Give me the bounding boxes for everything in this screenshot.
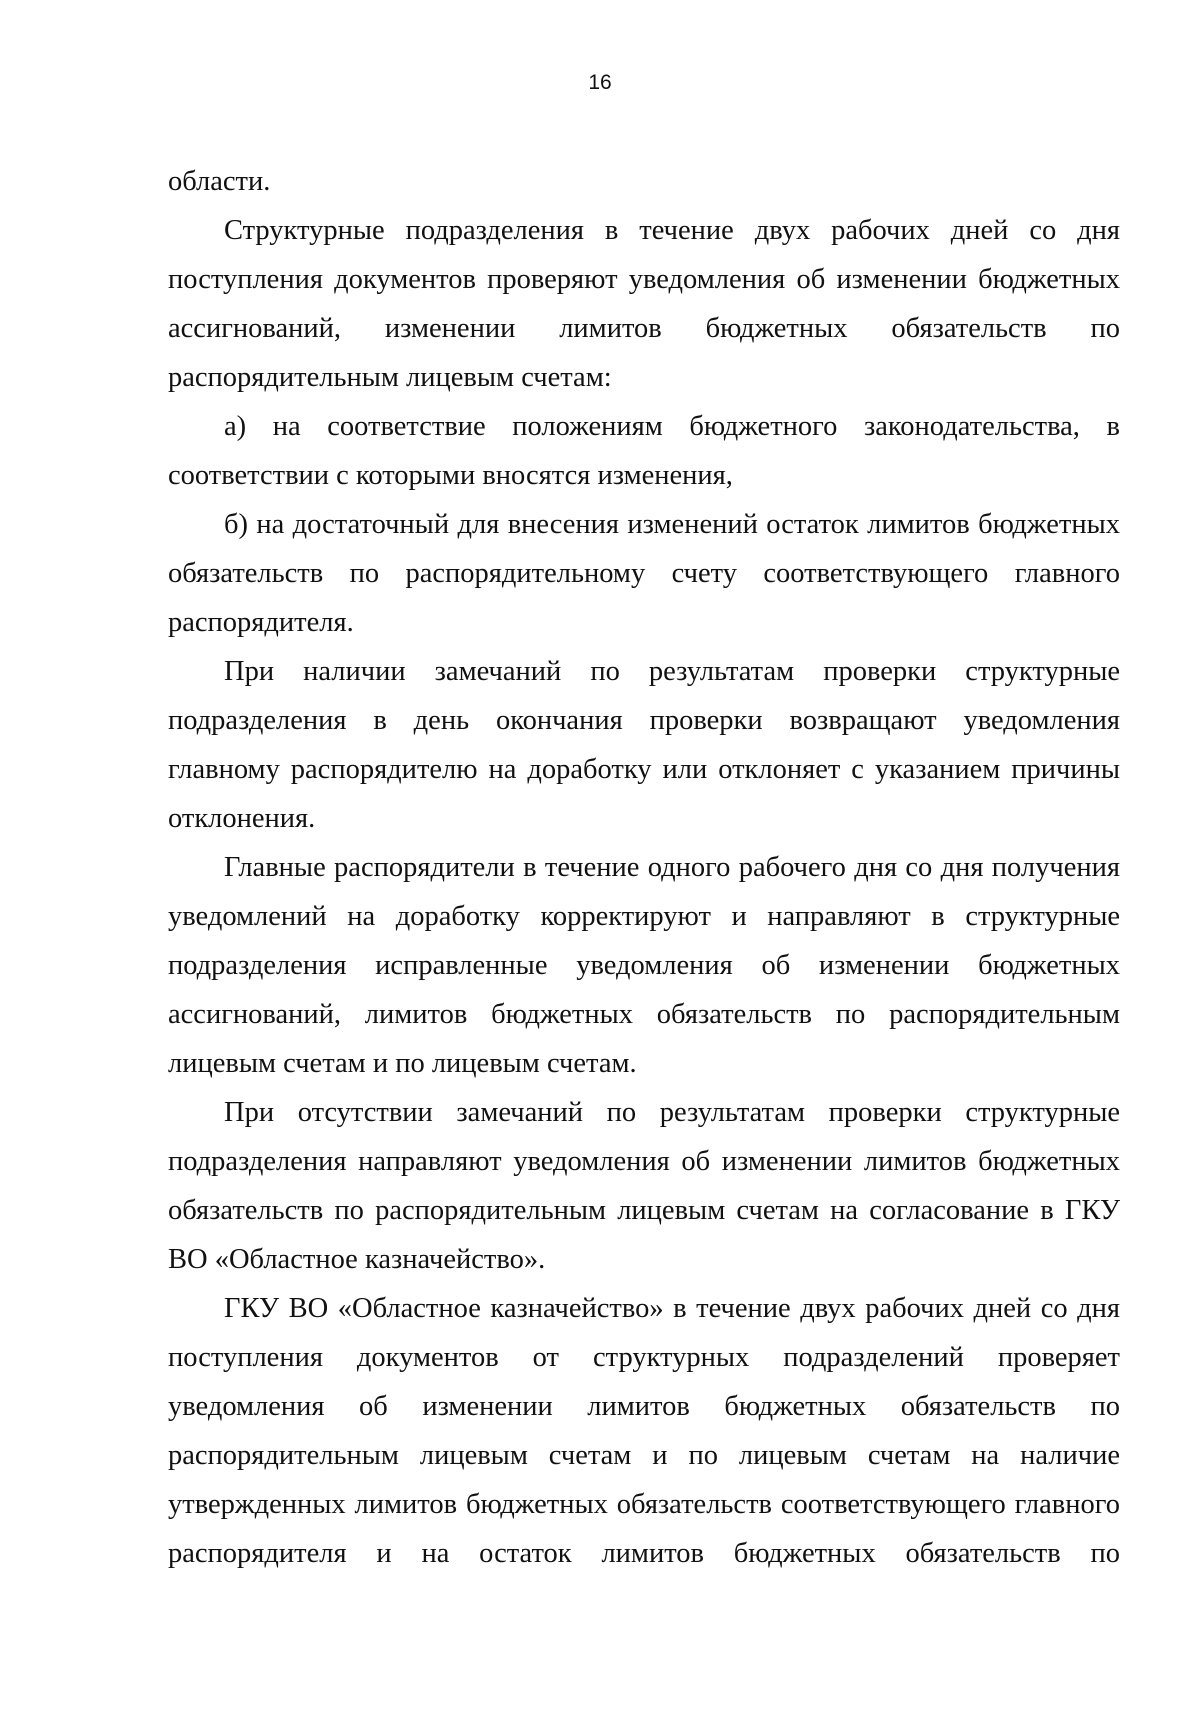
text-line: поступления документов проверяют уведомления об изменении бюджетных — [168, 264, 1120, 295]
text-line: отклонения. — [168, 803, 316, 834]
text-line: подразделения исправленные уведомления об изменении бюджетных — [168, 950, 1120, 981]
text-line: обязательств по распорядительному счету соответствующего главного — [168, 558, 1120, 589]
text-line: ассигнований, изменении лимитов бюджетных обязательств по — [168, 313, 1120, 344]
text-line: При наличии замечаний по результатам проверки структурные — [224, 656, 1120, 687]
text-line: главному распорядителю на доработку или отклоняет с указанием причины — [168, 754, 1120, 785]
text-line: поступления документов от структурных подразделений проверяет — [168, 1342, 1120, 1373]
text-line: Главные распорядители в течение одного рабочего дня со дня получения — [224, 852, 1120, 883]
text-line: а) на соответствие положениям бюджетного законодательства, в — [224, 411, 1120, 442]
text-line: уведомления об изменении лимитов бюджетных обязательств по — [168, 1391, 1120, 1422]
text-line: ГКУ ВО «Областное казначейство» в течение двух рабочих дней со дня — [224, 1293, 1120, 1324]
text-line: При отсутствии замечаний по результатам проверки структурные — [224, 1097, 1120, 1128]
document-body — [168, 157, 1120, 1578]
text-line: б) на достаточный для внесения изменений остаток лимитов бюджетных — [224, 509, 1120, 540]
text-line: соответствии с которыми вносятся изменения, — [168, 460, 733, 491]
text-line: лицевым счетам и по лицевым счетам. — [168, 1048, 637, 1079]
text-line: уведомлений на доработку корректируют и направляют в структурные — [168, 901, 1120, 932]
text-line: утвержденных лимитов бюджетных обязательств соответствующего главного — [168, 1489, 1120, 1520]
text-line: Структурные подразделения в течение двух рабочих дней со дня — [224, 215, 1120, 246]
text-line: подразделения в день окончания проверки возвращают уведомления — [168, 705, 1120, 736]
text-line: распорядителя. — [168, 607, 354, 638]
text-line: ассигнований, лимитов бюджетных обязательств по распорядительным — [168, 999, 1120, 1030]
text-line: обязательств по распорядительным лицевым счетам на согласование в ГКУ — [168, 1195, 1120, 1226]
text-line: распорядительным лицевым счетам и по лицевым счетам на наличие — [168, 1440, 1120, 1471]
text-line: подразделения направляют уведомления об изменении лимитов бюджетных — [168, 1146, 1120, 1177]
text-line: области. — [168, 166, 271, 197]
page-number: 16 — [588, 71, 612, 94]
text-line: распорядительным лицевым счетам: — [168, 362, 612, 393]
text-line: ВО «Областное казначейство». — [168, 1244, 546, 1275]
text-line: распорядителя и на остаток лимитов бюджетных обязательств по — [168, 1538, 1120, 1569]
